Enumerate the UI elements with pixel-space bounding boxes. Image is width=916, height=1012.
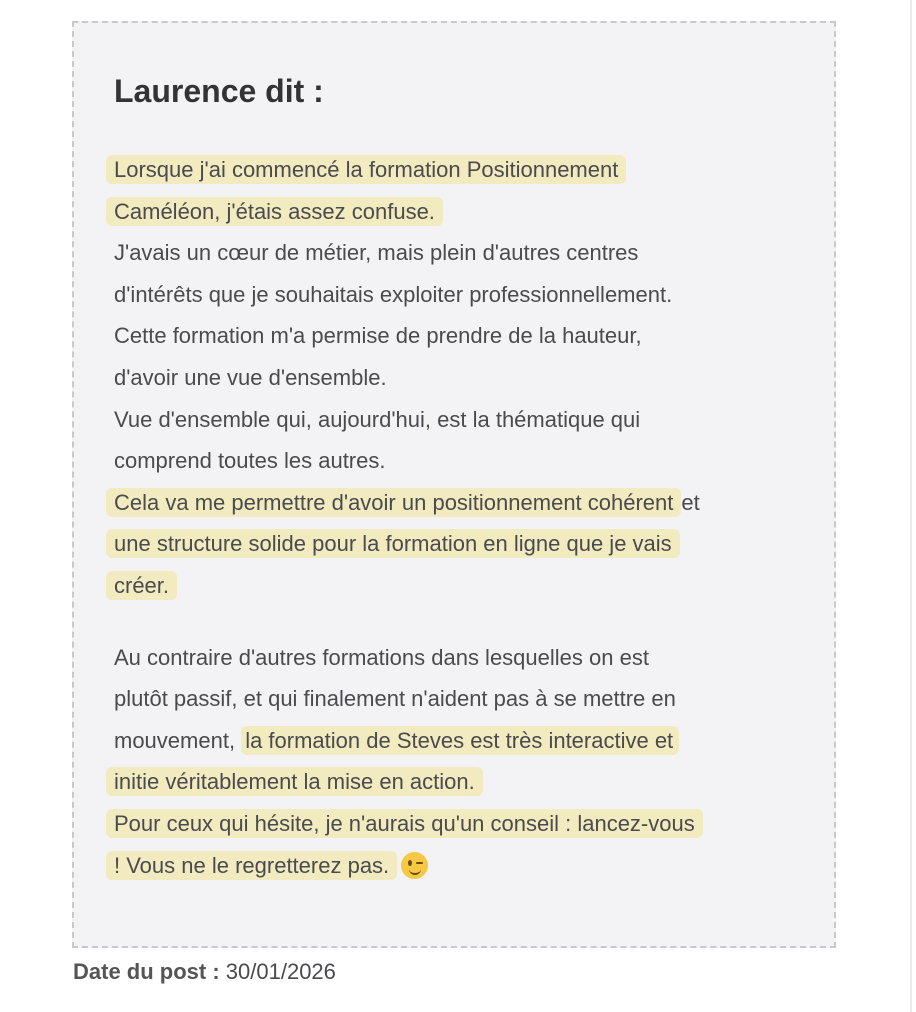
- text-fragment: et: [681, 489, 700, 515]
- text-line: Cette formation m'a permise de prendre de la hauteur,: [114, 323, 642, 349]
- text-line: plutôt passif, et qui finalement n'aident pas à se mettre en: [114, 686, 676, 712]
- testimonial-card: [72, 21, 836, 948]
- highlighted-text: Lorsque j'ai commencé la formation Positionnement: [106, 155, 626, 184]
- testimonial-author-heading: Laurence dit :: [114, 73, 324, 109]
- highlighted-text: Pour ceux qui hésite, je n'aurais qu'un conseil : lancez-vous: [106, 809, 703, 838]
- text-line: d'intérêts que je souhaitais exploiter professionnellement.: [114, 281, 673, 307]
- page-right-border: [910, 0, 912, 1012]
- highlighted-text: Caméléon, j'étais assez confuse.: [106, 197, 443, 226]
- winking-face-icon: [401, 852, 428, 879]
- highlighted-text: une structure solide pour la formation en ligne que je vais: [106, 529, 680, 558]
- text-line: J'avais un cœur de métier, mais plein d'autres centres: [114, 240, 639, 266]
- post-date-label: Date du post :: [73, 959, 220, 984]
- highlighted-text: Cela va me permettre d'avoir un positionnement cohérent: [106, 488, 681, 517]
- post-date: [73, 957, 336, 987]
- text-fragment: mouvement,: [114, 727, 236, 753]
- text-line: Vue d'ensemble qui, aujourd'hui, est la thématique qui: [114, 406, 641, 432]
- text-line: Au contraire d'autres formations dans lesquelles on est: [114, 644, 649, 670]
- post-date-value: 30/01/2026: [225, 959, 336, 984]
- highlighted-text: initie véritablement la mise en action.: [106, 767, 483, 796]
- text-line: comprend toutes les autres.: [114, 448, 386, 474]
- highlighted-text: ! Vous ne le regretterez pas.: [106, 851, 397, 880]
- testimonial-text: [114, 149, 794, 886]
- testimonial-paragraph-2: [114, 637, 794, 887]
- text-line: d'avoir une vue d'ensemble.: [114, 364, 387, 390]
- testimonial-paragraph-1: [114, 149, 794, 607]
- highlighted-text: créer.: [106, 571, 177, 600]
- highlighted-text: la formation de Steves est très interactive et: [241, 726, 679, 755]
